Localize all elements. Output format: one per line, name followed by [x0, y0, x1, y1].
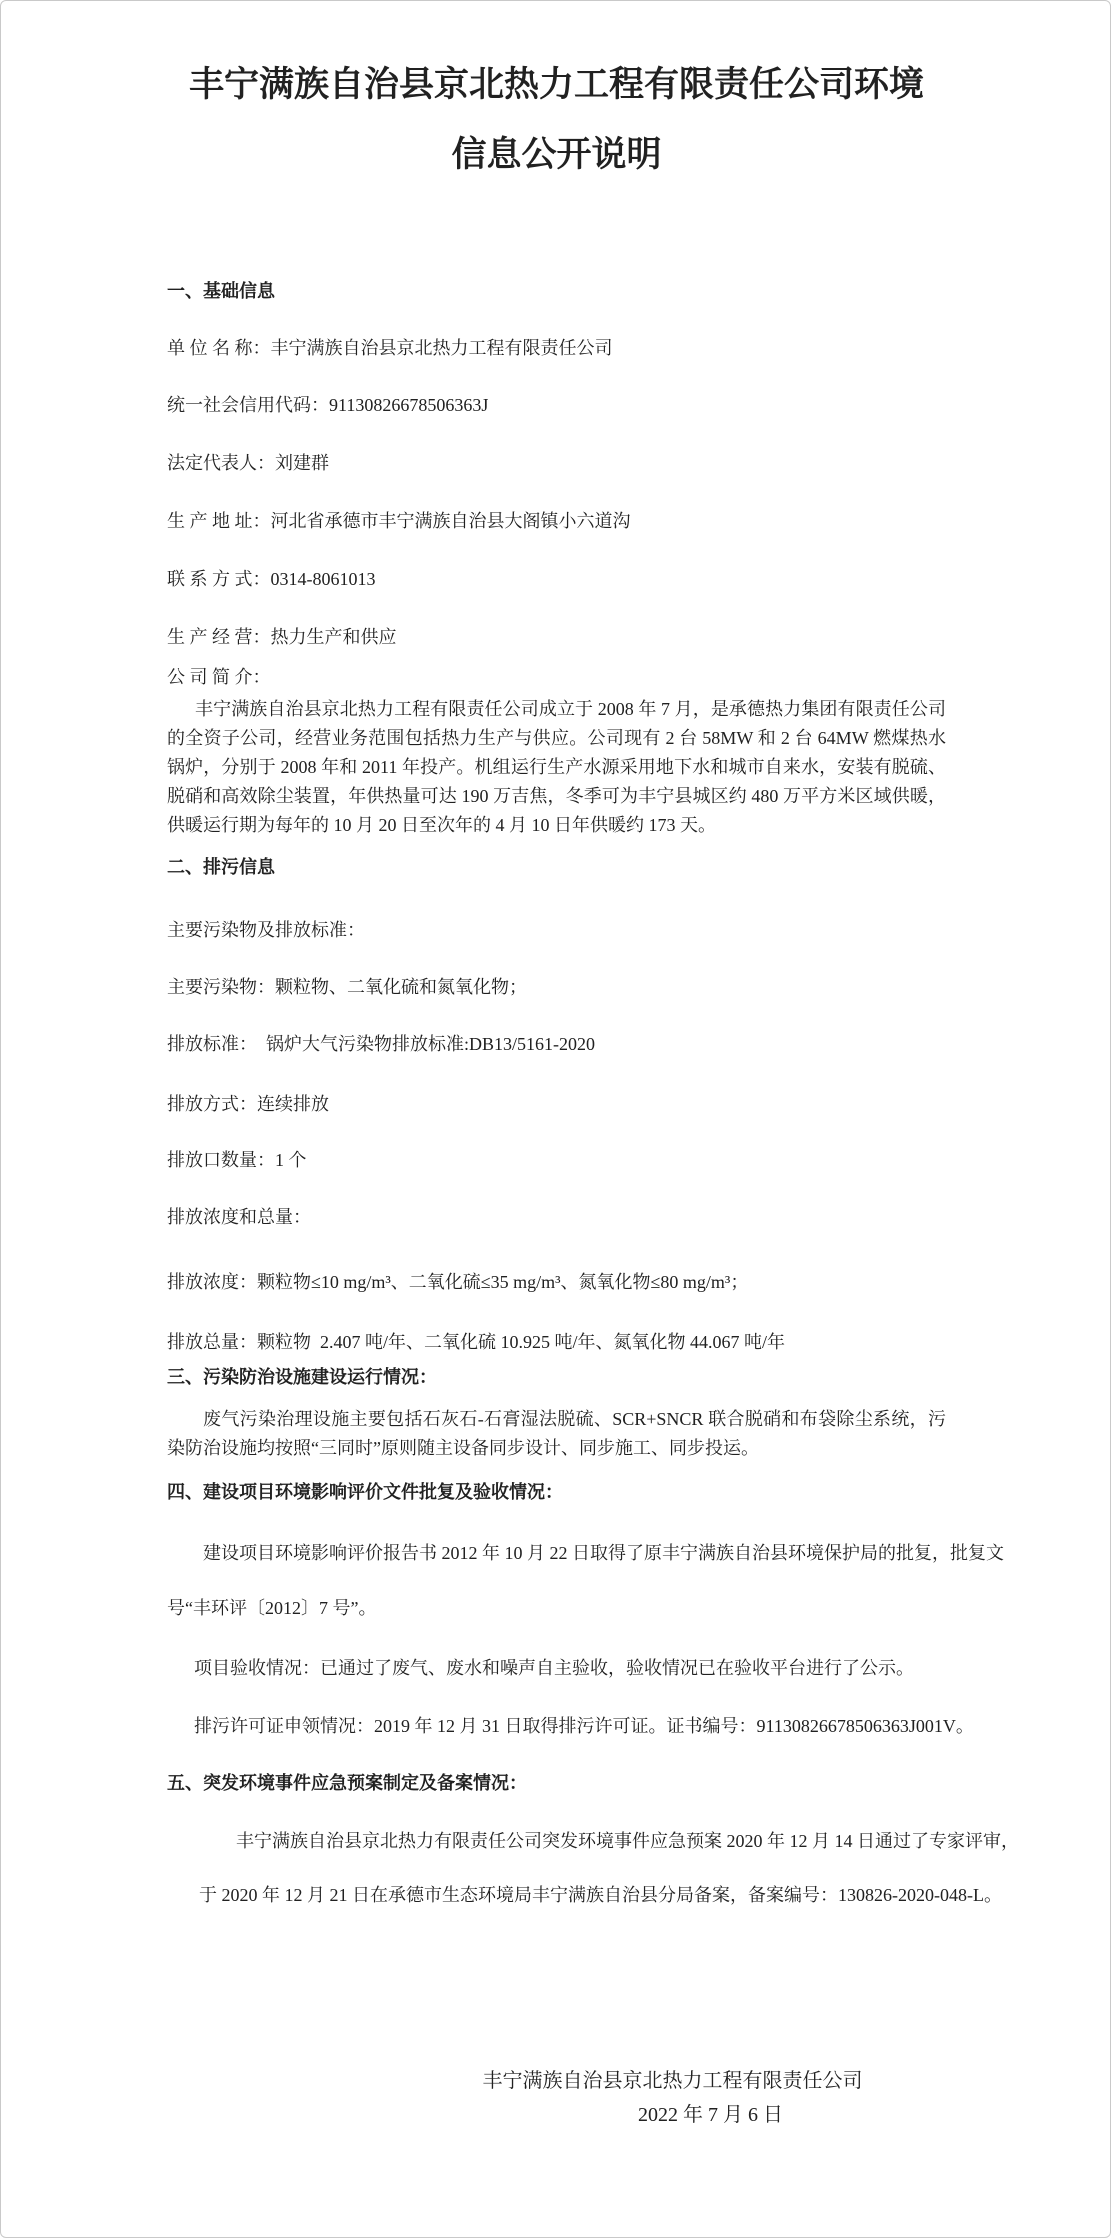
field-emission-total: 排放总量：颗粒物 2.407 吨/年、二氧化硫 10.925 吨/年、氮氧化物 44.067 吨/年 [167, 1332, 786, 1352]
field-emission-concentration: 排放浓度：颗粒物≤10 mg/m³、二氧化硫≤35 mg/m³、氮氧化物≤80 mg/m³； [167, 1272, 749, 1292]
field-outlet-count: 排放口数量：1 个 [167, 1150, 307, 1170]
field-company-profile-label: 公 司 简 介： [167, 667, 271, 687]
field-legal-representative: 法定代表人：刘建群 [167, 453, 329, 473]
field-pollutants-standards-label: 主要污染物及排放标准： [167, 920, 365, 940]
eia-approval-line1: 建设项目环境影响评价报告书 2012 年 10 月 22 日取得了原丰宁满族自治县环境保护局的批复，批复文 [203, 1543, 1004, 1563]
eia-permit-line: 排污许可证申领情况：2019 年 12 月 31 日取得排污许可证。证书编号：91130826678506363J001V。 [194, 1716, 974, 1736]
eia-acceptance-line: 项目验收情况：已通过了废气、废水和噪声自主验收，验收情况已在验收平台进行了公示。 [194, 1658, 914, 1678]
field-credit-code: 统一社会信用代码：91130826678506363J [167, 395, 489, 415]
section-heading-basic-info: 一、基础信息 [167, 281, 275, 301]
document-title-line1: 丰宁满族自治县京北热力工程有限责任公司环境 [188, 65, 924, 104]
document-title-line2: 信息公开说明 [451, 135, 662, 174]
field-business-scope: 生 产 经 营：热力生产和供应 [167, 627, 397, 647]
emergency-line2: 于 2020 年 12 月 21 日在承德市生态环境局丰宁满族自治县分局备案，备案编号：130826-2020-048-L。 [199, 1885, 1002, 1905]
field-concentration-total-label: 排放浓度和总量： [167, 1207, 311, 1227]
field-emission-standard: 排放标准： 锅炉大气污染物排放标准:DB13/5161-2020 [167, 1034, 595, 1054]
emergency-line1: 丰宁满族自治县京北热力有限责任公司突发环境事件应急预案 2020 年 12 月 14 日通过了专家评审， [236, 1831, 1019, 1851]
section-heading-discharge-info: 二、排污信息 [167, 857, 275, 877]
footer-date: 2022 年 7 月 6 日 [638, 2104, 783, 2126]
section-heading-eia: 四、建设项目环境影响评价文件批复及验收情况： [167, 1482, 563, 1502]
footer-company-signature: 丰宁满族自治县京北热力工程有限责任公司 [482, 2070, 863, 2092]
field-production-address: 生 产 地 址：河北省承德市丰宁满族自治县大阁镇小六道沟 [167, 511, 631, 531]
company-profile-paragraph: 丰宁满族自治县京北热力工程有限责任公司成立于 2008 年 7 月，是承德热力集团有限责任公司的全资子公司，经营业务范围包括热力生产与供应。公司现有 2 台 58MW 和 2 台 64MW 燃煤热水锅炉，分别于 2008 年和 2011 年投产。机组运行生产水源采用地下水和城市自来水，安装有脱硫、脱硝和高效除尘装置，年供热量可达 190 万吉焦，冬季可为丰宁县城区约 480 万平方米区域供暖，供暖运行期为每年的 10 月 20 日至次年的 4 月 10 日年供暖约 173 天。 [167, 699, 946, 835]
field-main-pollutants: 主要污染物：颗粒物、二氧化硫和氮氧化物； [167, 977, 527, 997]
pollution-control-paragraph: 废气污染治理设施主要包括石灰石-石膏湿法脱硫、SCR+SNCR 联合脱硝和布袋除尘系统，污染防治设施均按照“三同时”原则随主设备同步设计、同步施工、同步投运。 [167, 1409, 946, 1458]
field-contact-phone: 联 系 方 式：0314-8061013 [167, 569, 376, 589]
eia-approval-line2: 号“丰环评〔2012〕7 号”。 [167, 1598, 377, 1618]
section-heading-pollution-control: 三、污染防治设施建设运行情况： [167, 1367, 437, 1387]
field-discharge-method: 排放方式：连续排放 [167, 1094, 329, 1114]
field-company-name: 单 位 名 称：丰宁满族自治县京北热力工程有限责任公司 [167, 338, 613, 358]
section-heading-emergency: 五、突发环境事件应急预案制定及备案情况： [167, 1773, 527, 1793]
